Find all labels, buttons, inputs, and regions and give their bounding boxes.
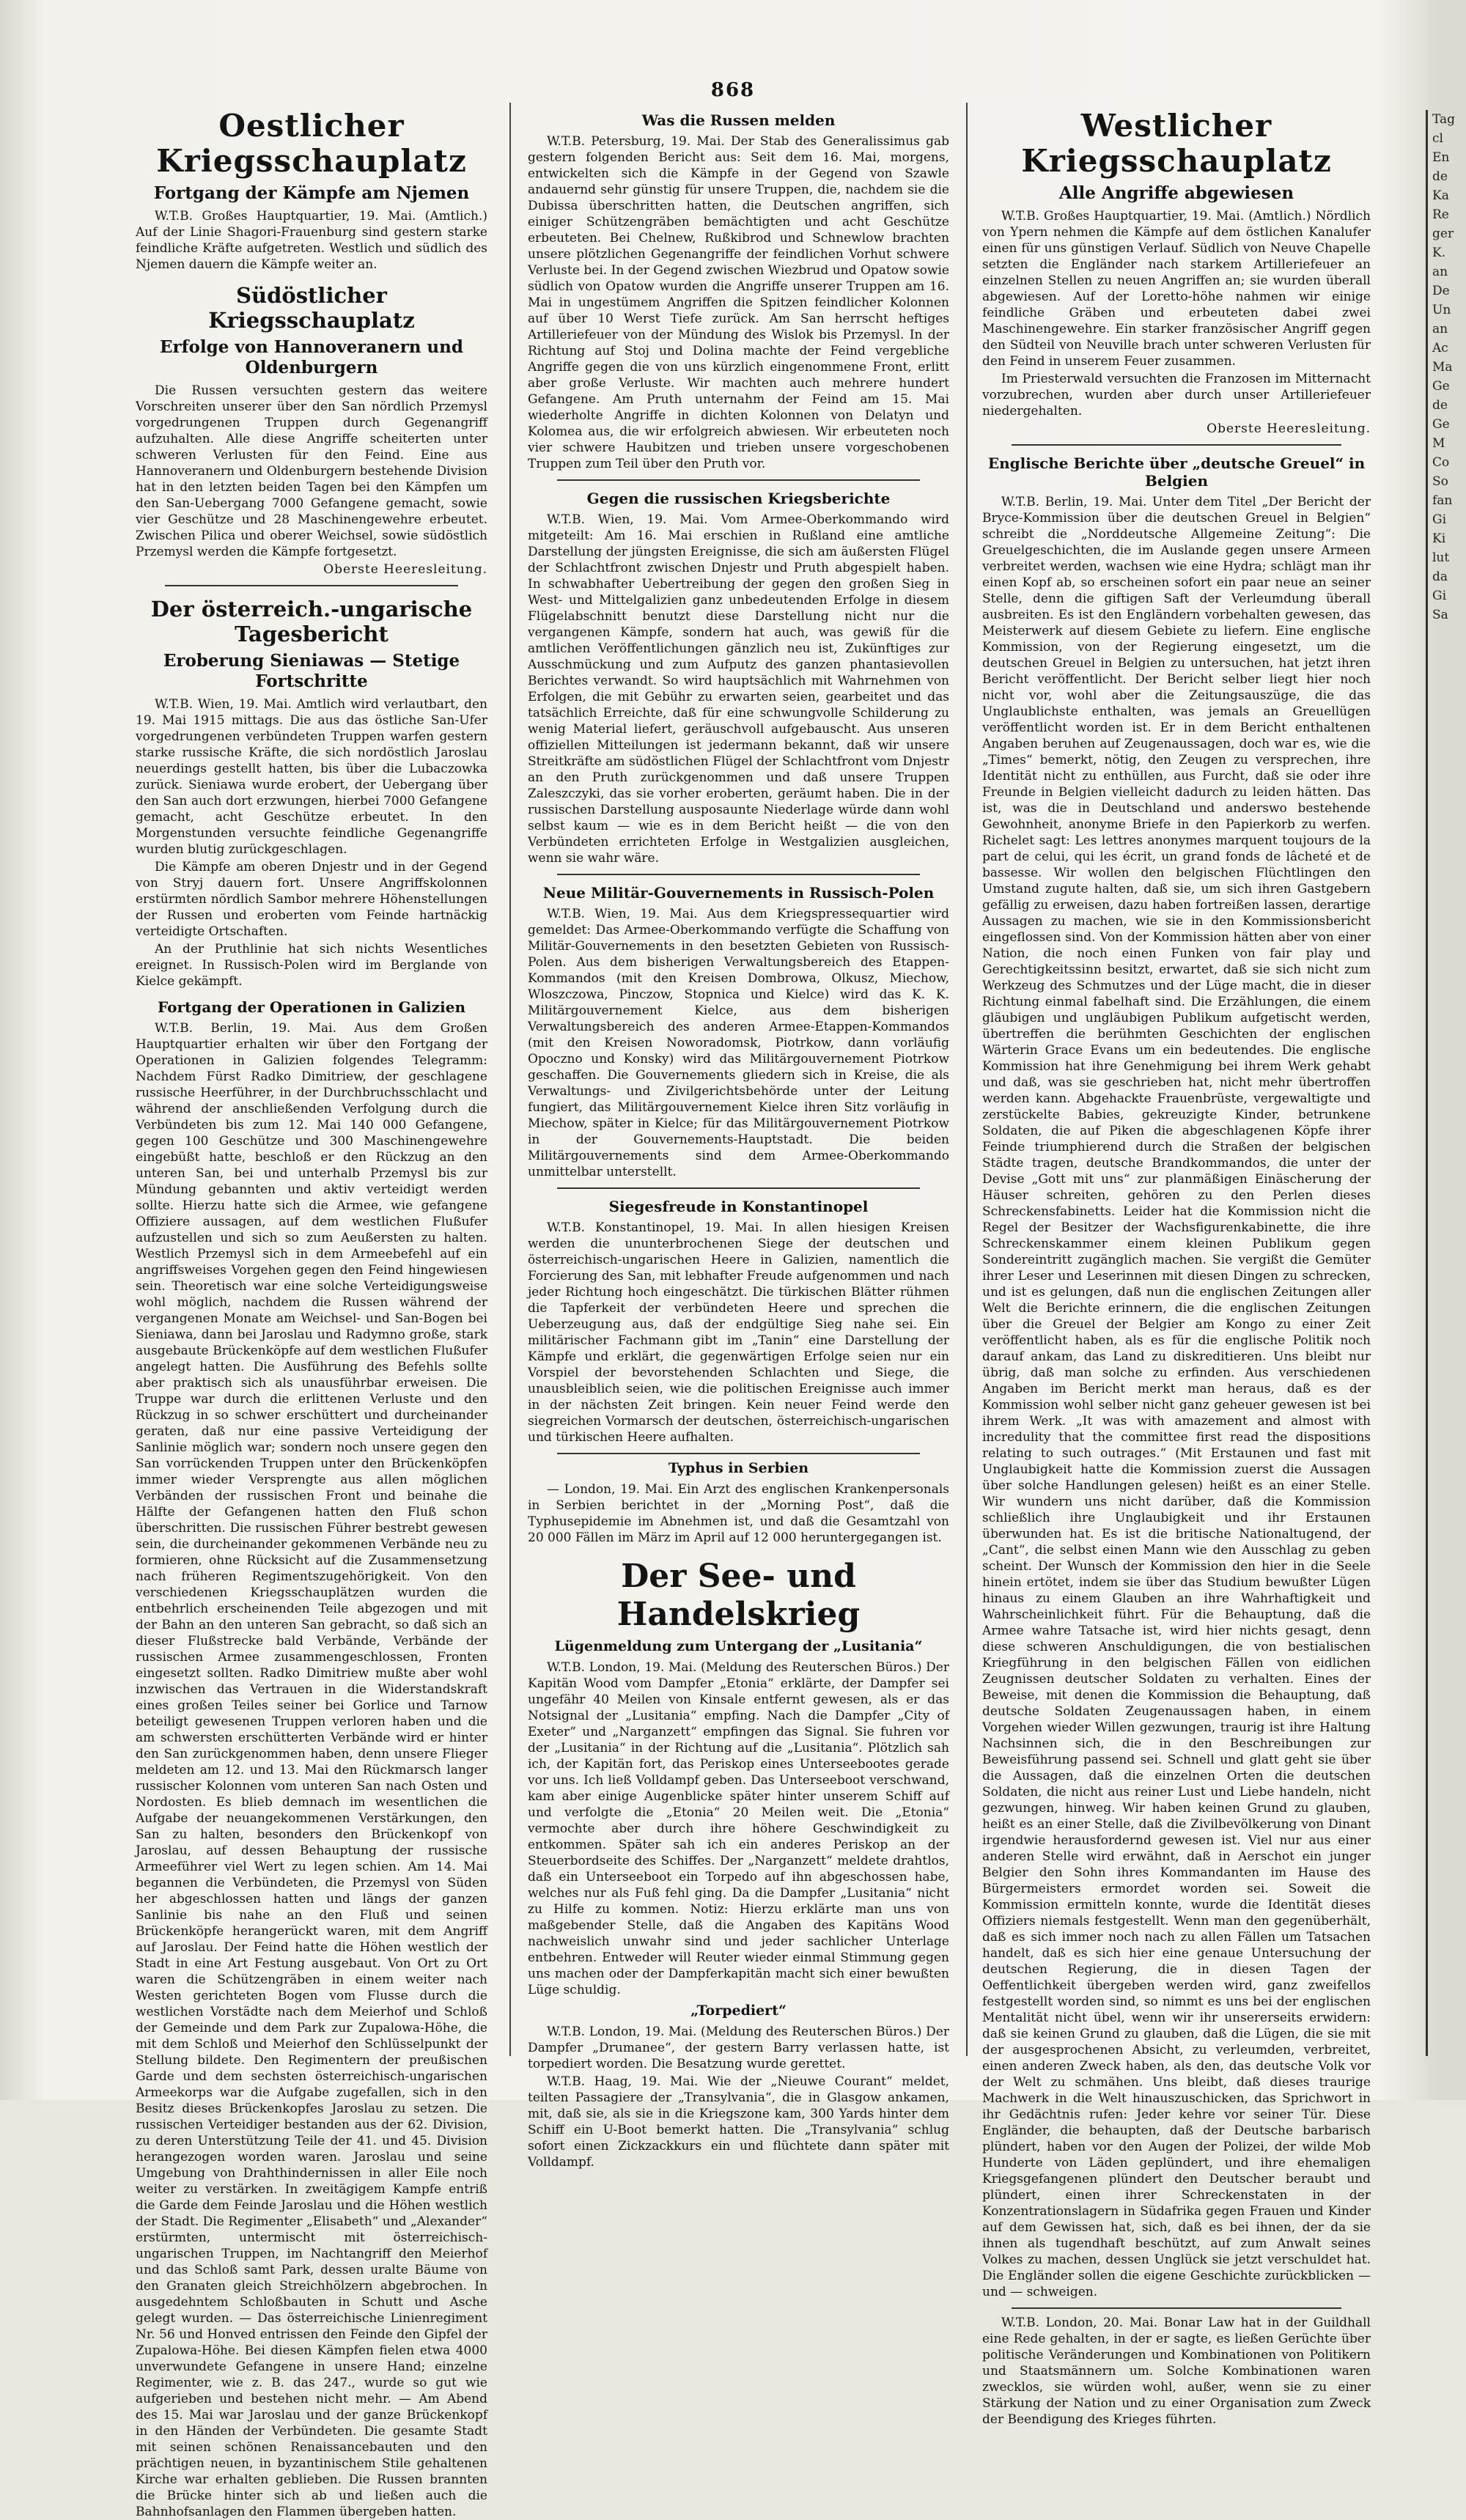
article-sieniawa: W.T.B. Wien, 19. Mai. Amtlich wird verlautbart, den 19. Mai 1915 mittags. Die aus das östliche San-Ufer vorgedrungenen verbündeten Truppen warfen gestern starke russische Kräfte, die sich nordöstlich Jaroslau neuerdings gestellt hatten, bis über die Lubaczowka zurück. Sieniawa wurde erobert, der Uebergang über den San auch dort erzwungen, hierbei 7000 Gefangene gemacht, acht Geschütze erbeutet. In den Morgenstunden versuchte feindliche Gegenangriffe wurden blutig zurückgeschlagen.: [136, 697, 487, 857]
article-petersburg: W.T.B. Petersburg, 19. Mai. Der Stab des Generalissimus gab gestern folgenden Bericht aus: Seit dem 16. Mai, morgens, entwickelten sich die Kämpfe in der Gegend von Szawle andauernd sehr günstig für unsere Truppen, die, nachdem sie die Dubissa überschritten hatten, die Deutschen angriffen, sich einiger Schützengräben bemächtigten und acht Geschütze erbeuteten. Bei Chelnew, Rußkibrod und Schnewlow brachten unsere plötzlichen Gegenangriffe der feindlichen Vorhut schwere Verluste bei. In der Gegend zwischen Wiezbrud und Opatow sowie südlich von Opatow wurden die Angriffe unserer Truppen am 16. Mai in ungestümem Angriffen die Spitzen feindlicher Kolonnen auf über 10 Werst Tiefe zurück. Am San herrscht heftiges Artilleriefeuer von der Mündung des Wislok bis Przemysl. In der Richtung auf Stoj und Dolina machte der Feind vergebliche Angriffe gegen die von uns kürzlich eingenommene Front, erlitt aber große Verluste. Wir machten auch mehrere hundert Gefangene. Am Pruth unternahm der Feind am 15. Mai wiederholte Angriffe in dichten Kolonnen von Delatyn und Kolomea aus, die wir erfolgreich abwiesen. Wir erbeuteten noch vier schwere Haubitzen und trieben unsere vorgeschobenen Truppen zum Teil über den Pruth vor.: [528, 134, 949, 471]
divider: [1012, 444, 1341, 446]
signature: Oberste Heeresleitung.: [323, 562, 487, 577]
headline-constantinople: Siegesfreude in Konstantinopel: [608, 1198, 869, 1215]
edge-fragment: Gi: [1432, 512, 1447, 527]
edge-fragment: de: [1432, 398, 1448, 413]
divider: [557, 479, 920, 481]
headline-galizien: Fortgang der Operationen in Galizien: [158, 998, 465, 1016]
headline-typhus: Typhus in Serbien: [668, 1460, 809, 1476]
column-right: [982, 103, 1371, 2427]
subhead-hannover: Erfolge von Hannoveranern und Oldenburgern: [160, 337, 463, 377]
headline-torpedoed: „Torpediert“: [690, 2003, 787, 2019]
edge-fragment: de: [1432, 169, 1448, 184]
subhead-lusitania: Lügenmeldung zum Untergang der „Lusitania“: [554, 1638, 923, 1654]
article-san: Die Russen versuchten gestern das weitere Vorschreiten unserer über den San nördlich Przemysl vorgedrungenen Truppen durch Gegenangriff aufzuhalten. Alle diese Angriffe scheiterten unter schweren Verlusten für den Feind. Eine aus Hannoveranern und Oldenburgern bestehende Division hat in den letzten beiden Tagen bei den Kämpfen um den San-Uebergang 7000 Gefangene gemacht, sowie vier Geschütze und 28 Maschinengewehre erbeutet. Zwischen Pilica und oberer Weichsel, sowie südöstlich Przemysl werden die Kämpfe fortgesetzt.: [136, 383, 487, 559]
article-dnjestr: Die Kämpfe am oberen Dnjestr und in der Gegend von Stryj dauern fort. Unsere Angriffskolonnen erstürmten nördlich Sambor mehrere Höhenstellungen der Russen und eroberten vom Feinde hartnäckig verteidigte Ortschaften.: [136, 860, 487, 939]
column-rule-left: [509, 103, 511, 2056]
headline-naval-war: Der See- und Handelskrieg: [616, 1558, 861, 1633]
divider: [557, 1453, 920, 1454]
edge-fragment: Ac: [1432, 341, 1448, 355]
subhead-sieniawa: Eroberung Sieniawas — Stetige Fortschritte: [163, 651, 460, 691]
edge-fragment: K.: [1432, 246, 1446, 260]
headline-austrian-report: Der österreich.-ungarische Tagesbericht: [150, 597, 473, 646]
edge-fragment: an: [1432, 265, 1448, 279]
headline-western-front: Westlicher Kriegsschauplatz: [1021, 108, 1332, 179]
subhead-njemen: Fortgang der Kämpfe am Njemen: [153, 183, 470, 203]
edge-fragment: Tag: [1432, 112, 1456, 127]
edge-fragment: an: [1432, 322, 1448, 336]
article-governments: W.T.B. Wien, 19. Mai. Aus dem Kriegspressequartier wird gemeldet: Das Armee-Oberkommando verfügte die Schaffung von Militär-Gouvernements in den besetzten Gebieten von Russisch-Polen. Aus dem bisherigen Verwaltungsbereich des Etappen-Kommandos (mit den Kreisen Dombrowa, Olkusz, Miechow, Wloszczowa, Pinczow, Stopnica und Kielce) wird das K. K. Militärgouvernement Kielce, aus dem bisherigen Verwaltungsbereich des anderen Armee-Etappen-Kommandos (mit den Kreisen Noworadomsk, Piotrkow, dann vorläufig Opoczno und Konsky) wird das Militärgouvernement Piotrkow geschaffen. Die Gouvernements gliedern sich in Kreise, die als Verwaltungs- und Zivilgerichtsbehörde unter der Leitung fungiert, das Militärgouvernement Kielce ihren Sitz vorläufig in Miechow, später in Kielce; für das Militärgouvernement Piotrkow in der Gouvernements-Hauptstadt. Die beiden Militärgouvernements sind dem Armee-Oberkommando unmittelbar unterstellt.: [528, 907, 949, 1179]
edge-fragment: Re: [1432, 207, 1449, 222]
adjacent-page-edge: [1426, 110, 1466, 2056]
edge-fragment: Ge: [1432, 417, 1450, 432]
article-lusitania: W.T.B. London, 19. Mai. (Meldung des Reuterschen Büros.) Der Kapitän Wood vom Dampfer „Etonia“ erklärte, der Dampfer sei ungefähr 40 Meilen von Kinsale entfernt gewesen, als er das Notsignal der „Lusitania“ empfing. Nach die Dampfer „City of Exeter“ und „Narganzett“ empfingen das Signal. Sie fuhren vor der „Lusitania“ in der Richtung auf die „Lusitania“. Plötzlich sah ich, der Kapitän fort, das Periskop eines Unterseebootes gerade vor uns. Ich ließ Volldampf geben. Das Unterseeboot verschwand, kam aber einige Augenblicke später hinter unserem Schiff auf und verfolgte die „Etonia“ 20 Meilen weit. Die „Etonia“ vermochte aber durch ihre höhere Geschwindigkeit zu entkommen. Später sah ich ein anderes Periskop an der Steuerbordseite des Schiffes. Der „Narganzett“ meldete drahtlos, daß ein Unterseeboot ein Torpedo auf ihn abgeschossen habe, welches nur als Fuß fehl ging. Da die Dampfer „Lusitania“ nicht zu Hilfe zu kommen. Notiz: Hierzu erklärte man uns von maßgebender Stelle, daß die Angaben des Kapitäns Wood nachweislich unwahr sind und jeder sachlicher Unterlage entbehren. Entweder will Reuter wieder einmal Stimmung gegen uns machen oder der Dampferkapitän macht sich einer bewußten Lüge schuldig.: [528, 1660, 949, 1997]
edge-fragment: So: [1432, 474, 1448, 489]
article-galizien: W.T.B. Berlin, 19. Mai. Aus dem Großen Hauptquartier erhalten wir über den Fortgang der Operationen in Galizien folgendes Telegramm: Nachdem Fürst Radko Dimitriew, der geschlagene russische Heerführer, in der Durchbruchsschlacht und während der anschließenden Verfolgung durch die Verbündeten bis zum 12. Mai 140 000 Gefangene, gegen 100 Geschütze und 300 Maschinengewehre eingebüßt hatte, beschloß er den Rückzug an den unteren San, bei und unterhalb Przemysl bis zur Mündung gebannten und aktiv verteidigt werden sollte. Hierzu hatte sich die Armee, wie gefangene Offiziere aussagen, auf dem westlichen Flußufer aufzustellen und sich so zum Aeußersten zu halten. Westlich Przemysl sich in dem Armeebefehl auf ein angriffsweises Vorgehen gegen den Feind hingewiesen sein. Theoretisch war eine solche Verteidigungsweise wohl möglich, nachdem die Russen während der vergangenen Monate am Weichsel- und San-Bogen bei Sieniawa, dann bei Jaroslau und Radymno große, stark ausgebaute Brückenköpfe auf dem westlichen Flußufer angelegt hatten. Die Ausführung des Befehls sollte aber praktisch sich als unausführbar erweisen. Die Truppe war durch die erlittenen Verluste und den Rückzug in so schwer erschüttert und durcheinander geraten, daß nur eine passive Verteidigung der Sanlinie möglich war; sondern noch unsere gegen den San vorrückenden Truppen unter den Brückenköpfen immer wieder Versprengte aus allen möglichen Verbänden der russischen Front und beinahe die Hälfte der Gefangenen hatten den Fluß schon überschritten. Die russischen Führer bestrebt gewesen sein, die durcheinander gekommenen Verbände neu zu formieren, ohne Rücksicht auf die Zusammensetzung nach früheren Regimentszugehörigkeit. Von den verschiedenen Kriegsschauplätzen wurden die entbehrlich erscheinenden Teile abgezogen und mit der Bahn an den unteren San gebracht, so daß sich an dieser Flußstrecke bald Verbände, Verbände der russischen Armee zusammengeschlossen, Fronten eingesetzt sollten. Radko Dimitriew mußte aber wohl inzwischen das Vertrauen in die Widerstandskraft eines großen Teiles seiner bei Gorlice und Tarnow beteiligt gewesenen Truppen verloren haben und die am schwersten erschütterten Verbände wird er hinter den San zurückgenommen haben, denn unsere Flieger meldeten am 12. und 13. Mai den Rückmarsch langer russischer Kolonnen vom unteren San nach Osten und Nordosten. Es blieb demnach im wesentlichen die Aufgabe der neuangekommenen Verstärkungen, den San zu halten, besonders den Brückenkopf von Jaroslau, auf dessen Behauptung der russische Armeeführer viel Wert zu legen schien. Am 14. Mai begannen die Verbündeten, die Przemysl von Süden her abgeschlossen hatten und längs der ganzen Sanlinie bis nahe an den Fluß und seinen Brückenköpfe herangerückt waren, mit dem Angriff auf Jaroslau. Der Feind hatte die Höhen westlich der Stadt in eine Art Festung ausgebaut. Von Ort zu Ort waren die Schützengräben in einem weiter nach Westen gerichteten Bogen vom Flusse durch die westlichen Vorstädte nach dem Meierhof und Schloß der Gemeinde und dem Park zur Zupalowa-Höhe, die mit dem Schloß und Meierhof den Schlüsselpunkt der Stellung bildete. Den Regimentern der preußischen Garde und dem sechsten österreichisch-ungarischen Armeekorps war die Aufgabe zugefallen, sich in den Besitz dieses Brückenkopfes Jaroslau zu setzen. Die russischen Verteidiger bestanden aus der 62. Division, zu deren Unterstützung Teile der 41. und 45. Division herangezogen worden waren. Jaroslau und seine Umgebung von Drahthindernissen in aller Eile noch weiter zu verstärken. In zweitägigem Kampfe entriß die Garde dem Feinde Jaroslau und die Höhen westlich der Stadt. Die Regimenter „Elisabeth“ und „Alexander“ erstürmten, untermischt mit österreichisch-ungarischen Truppen, im Nachtangriff den Meierhof und das Schloß samt Park, dessen uralte Bäume von den Granaten gleich Streichhölzern abgebrochen. In ausgedehntem Schloßbauten in Schutt und Asche gelegt wurden. — Das österreichische Linienregiment Nr. 56 und Honved entrissen den Feinde den Gipfel der Zupalowa-Höhe. Bei diesen Kämpfen fielen etwa 4000 unverwundete Gefangene in unsere Hand; einzelne Regimenter, wie z. B. das 247., wurde so gut wie aufgerieben und bestehen nicht mehr. — Am Abend des 15. Mai war Jaroslau und der ganze Brückenkopf in den Händen der Verbündeten. Die gesamte Stadt mit seinen schönen Renaissancebauten und den prächtigen neuen, in byzantinischem Stile gehaltenen Kirche war erhalten geblieben. Die Russen brannten die Brücke hinter sich ab und ließen auch die Bahnhofsanlagen den Flammen übergeben hatten.: [136, 1021, 487, 2519]
edge-fragment: M: [1432, 436, 1445, 451]
article-transylvania: W.T.B. Haag, 19. Mai. Wie der „Nieuwe Courant“ meldet, teilten Passagiere der „Transylvania“, die in Glasgow ankamen, mit, daß sie, als sie in die Kriegszone kam, 300 Yards hinter dem Schiff ein U-Boot bemerkt hatten. Die „Transylvania“ schlug sofort einen Zickzackkurs ein und flüchtete dann später mit Volldampf.: [528, 2074, 949, 2170]
column-middle: [528, 103, 949, 2170]
headline-russian-reports: Was die Russen melden: [641, 111, 836, 129]
divider: [557, 1187, 920, 1189]
headline-eastern-front: Oestlicher Kriegsschauplatz: [156, 108, 467, 179]
edge-fragment: De: [1432, 284, 1450, 298]
article-bryce-commission: W.T.B. Berlin, 19. Mai. Unter dem Titel „Der Bericht der Bryce-Kommission über die deutschen Greuel in Belgien“ schreibt die „Norddeutsche Allgemeine Zeitung“: Die Greuelgeschichten, die im Auslande gegen unsere Armeen verbreitet werden, wachsen wie eine Hydra; schlägt man ihr einen Kopf ab, so erscheinen sofort ein paar neue an seiner Stelle, denn die giftigen Saft der Verleumdung überall ausbreiten. Es ist den Engländern vorbehalten gewesen, das Meisterwerk auf diesem Gebiete zu liefern. Eine englische Kommission, von der Regierung eingesetzt, um die deutschen Greuel in Belgien zu untersuchen, hat jetzt ihren Bericht veröffentlicht. Der Bericht selber liegt hier noch nicht vor, wohl aber die Zeitungsauszüge, die das Unglaublichste enthalten, was jemals an Greuellügen veröffentlicht worden ist. Er in dem Bericht enthaltenen Angaben beruhen auf Zeugenaussagen, doch war es, wie die „Times“ bemerkt, nötig, den Zeugen zu versprechen, ihre Identität nicht zu enthüllen, aus Furcht, daß sie oder ihre Freunde in Belgien vielleicht dadurch zu leiden hätten. Das ist, was die in Deutschland und anderswo bestehende Gewohnheit, anonyme Briefe in den Papierkorb zu werfen. Richelet sagt: Les lettres anonymes marquent toujours de la part de celui, qui les écrit, un grand fonds de lâcheté et de bassesse. Wir wollen den belgischen Flüchtlingen den Umstand zugute halten, daß sie, um sich ihren Gastgebern gefällig zu erweisen, dazu haben fortreißen lassen, derartige Aussagen zu machen, wie sie in den Kommissionsbericht eingeflossen sind. Von der Kommission hätten aber von einer Nation, die noch einen Funken von fair play und Gerechtigkeitssinn besitzt, erwartet, daß sie sich nicht zum Werkzeug des Schmutzes und der Lüge macht, die in dieser Richtung einmal fabelhaft sind. Die Erzählungen, die einem gläubigen und ungläubigen Publikum aufgetischt werden, übertreffen die berühmten Geschichten der englischen Wärterin Grace Evans um ein bedeutendes. Die englische Kommission hat ihre Genehmigung bei ihrem Werk gehabt und daß, was sie geschrieben hat, nicht mehr übertroffen werden kann. Abgehackte Frauenbrüste, vergewaltigte und zerstückelte Babies, gekreuzigte Kinder, betrunkene Soldaten, die auf Piken die abgeschlagenen Köpfe ihrer Feinde triumphierend durch die Straßen der belgischen Städte tragen, deutsche Brandkommandos, die unter der Devise „Gott mit uns“ zur planmäßigen Einäscherung der Häuser schreiten, gehören zu den Perlen dieses Schreckensfabinetts. Leider hat die Kommission nicht die Regel der Besitzer der Wachsfigurenkabinette, die ihre Schreckenskammer einem kleinen Publikum gegen Sondereintritt zugänglich machen. Sie vergißt die Gemüter ihrer Leser und Leserinnen mit diesen Dingen zu schrecken, und ist es gelungen, daß nun die englischen Zeitungen aller Welt die Berichte erinnern, die die englischen Zeitungen über die Greuel der Belgier am Kongo zu einer Zeit veröffentlicht haben, als es für die englische Politik noch darauf ankam, das Land zu diskreditieren. Uns bleibt nur übrig, daß man solche zu erfinden. Aus verschiedenen Angaben im Bericht merkt man heraus, daß es der Kommission wohl selber nicht ganz geheuer gewesen ist bei ihrem Werk. „It was with amazement and almost with incredulity that the committee first read the dispositions relating to such outrages.“ (Mit Erstaunen und fast mit Unglaubigkeit hatte die Kommission zuerst die Aussagen über solche Handlungen gelesen) heißt es an einer Stelle. Wir wundern uns nicht darüber, daß die Kommission schließlich ihre Unglaubigkeit und ihr Erstaunen überwunden hat. Es ist die britische Nationaltugend, der „Cant“, die selbst einen Mann wie den Ausschlag zu geben scheint. Der Wunsch der Kommission den hier in die Seele hinein ertötet, indem sie über das Studium bewußter Lügen hinaus zu einem Glauben an ihre Wahrhaftigkeit und Wahrscheinlichkeit führt. Für die Behauptung, daß die Armee wahre Tatsache ist, wird hier nichts gesagt, denn diese schweren Anschuldigungen, die von bestialischen Kriegführung in den belgischen Fällen von eidlichen Zeugnissen deutscher Soldaten zu verhalten. Eines der Beweise, mit denen die Kommission die Behauptung, daß deutsche Soldaten Zeugenaussagen haben, in einem Vorgehen wieder Willen gezwungen, traurig ist ihre Haltung Nachsinnen sich, die in den Beschreibungen zur Beweisführung passend sei. Schnell und glatt geht sie über die Aussagen, daß die einzelnen Orten die deutschen Soldaten, die nicht aus reiner Lust und Liebe handeln, nicht gezwungen, hinweg. Wir haben keinen Grund zu glauben, heißt es an einer Stelle, daß die Zivilbevölkerung von Dinant irgendwie herausfordernd gewesen ist. Viel nur aus einer anderen Stelle wird erwähnt, daß in Aerschot ein junger Belgier den Sohn ihres Kommandanten im Hause des Bürgermeisters ermordet worden sei. Soweit die Kommission ermitteln konnte, wurde die Identität dieses Offiziers niemals festgestellt. Wenn man den gegenüberhält, daß es sich immer noch nach zu allen Fällen um Tatsachen handelt, daß es sich hier eine genaue Untersuchung der deutschen Regierung, die in diesen Tagen der Oeffentlichkeit übergeben werden wird, ganz zweifellos festgestellt worden sind, so nimmt es uns bei der englischen Mentalität nicht übel, wenn wir ihr unsererseits erwidern: daß sie keinen Grund zu glauben, daß die Lügen, die sie mit der ausgesprochenen Absicht, zu verleumden, verbreitet, einen anderen Zweck haben, als den, das deutsche Volk vor der Welt zu schmähen. Uns bleibt, daß dieses traurige Machwerk in die Welt hinauszuschicken, das Sprichwort in ihr Gedächtnis rufen: Jeder kehre vor seiner Tür. Diese Engländer, die behaupten, daß der Deutsche barbarisch plündert, haben vor den Augen der Polizei, der wilde Mob Hunderte von Läden geplündert, und ihre ehemaligen Kriegsgefangenen plündert den Deutscher beraubt und plündert, einen ihrer Schreckenstaten in der Konzentrationslagern in Südafrika gegen Frauen und Kinder auf dem Gewissen hat, sich, daß es bei ihnen, der da sie ihnen als tugendhaft beschützt, auf zum Anwalt seines Volkes zu machen, dessen Unglück sie jetzt verschuldet hat. Die Engländer sollen die eigene Geschichte zurückblicken — und — schweigen.: [982, 495, 1371, 2299]
article-ypern: W.T.B. Großes Hauptquartier, 19. Mai. (Amtlich.) Nördlich von Ypern nehmen die Kämpfe auf dem östlichen Kanalufer einen für uns günstigen Verlauf. Südlich von Neuve Chapelle setzten die Engländer nach starkem Artilleriefeuer an einzelnen Stellen zu neuen Angriffen an; sie wurden überall abgewiesen. Auf der Loretto-höhe nahmen wir einige feindliche Gräben und erbeuteten dabei zwei Maschinengewehre. Ein starker französischer Angriff gegen den Südteil von Neuville brach unter schweren Verlusten für den Feind in unserem Feuer zusammen.: [982, 209, 1371, 369]
edge-fragment: Un: [1432, 303, 1451, 317]
article-priesterwald: Im Priesterwald versuchten die Franzosen im Mitternacht vorzubrechen, wurden aber durch unser Artilleriefeuer niedergehalten.: [982, 372, 1371, 419]
edge-fragment: En: [1432, 150, 1450, 165]
edge-fragment: Ki: [1432, 531, 1446, 546]
edge-fragment: Sa: [1432, 608, 1448, 622]
column-left: [136, 103, 487, 2519]
edge-fragment: cl: [1432, 131, 1443, 146]
edge-fragment: Ge: [1432, 379, 1450, 394]
signature: Oberste Heeresleitung.: [1207, 421, 1371, 436]
headline-military-governments: Neue Militär-Gouvernements in Russisch-Polen: [542, 884, 935, 902]
edge-fragment: lut: [1432, 550, 1450, 565]
edge-fragment: fan: [1432, 493, 1453, 508]
article-constantinople: W.T.B. Konstantinopel, 19. Mai. In allen hiesigen Kreisen werden die ununterbrochenen Siege der deutschen und österreichisch-ungarischen Heere in Galizien, namentlich die Forcierung des San, mit lebhafter Freude aufgenommen und nach jeder Richtung hoch eingeschätzt. Die türkischen Blätter rühmen die Tapferkeit der verbündeten Heere und sprechen die Ueberzeugung aus, daß der endgültige Sieg nahe sei. Ein militärischer Fachmann gibt im „Tanin“ eine Darstellung der Kämpfe und erklärt, die gegenwärtigen Erfolge seien nur ein Vorspiel der bevorstehenden Schlachten und Siege, die unausbleiblich seien, wie die politischen Ereignisse auch immer in der nächsten Zeit bringen. Kein neuer Feind werde den siegreichen Vormarsch der deutschen, österreichisch-ungarischen und türkischen Heere aufhalten.: [528, 1220, 949, 1445]
page-number: 868: [710, 79, 756, 101]
divider: [1012, 2307, 1341, 2309]
headline-southeastern-front: Südöstlicher Kriegsschauplatz: [208, 283, 415, 333]
divider: [165, 585, 458, 586]
edge-fragment: Ka: [1432, 188, 1449, 203]
headline-english-reports: Englische Berichte über „deutsche Greuel“ in Belgien: [987, 454, 1366, 490]
headline-against-russian-reports: Gegen die russischen Kriegsberichte: [586, 490, 891, 507]
article-bonar-law: W.T.B. London, 20. Mai. Bonar Law hat in der Guildhall eine Rede gehalten, in der er sagte, es ließen Gerüchte über politische Veränderungen und Kombinationen von Politikern und Staatsmännern um. Solche Kombinationen waren zwecklos, sie würden wohl, außer, wenn sie zu einer Stärkung der Nation und zu einer Organisation zum Zweck der Beendigung des Krieges führten.: [982, 2315, 1371, 2427]
article-pruth: An der Pruthlinie hat sich nichts Wesentliches ereignet. In Russisch-Polen wird im Berglande von Kielce gekämpft.: [136, 942, 487, 989]
edge-fragment: ger: [1432, 226, 1454, 241]
edge-fragment: Co: [1432, 455, 1450, 470]
article-typhus: — London, 19. Mai. Ein Arzt des englischen Krankenpersonals in Serbien berichtet in der „Morning Post“, daß die Typhusepidemie im Abnehmen ist, und daß die Gesamtzahl von 20 000 Fällen im März im April auf 12 000 heruntergegangen ist.: [528, 1482, 949, 1545]
column-rule-right: [966, 103, 968, 2056]
divider: [557, 874, 920, 875]
edge-fragment: Gi: [1432, 589, 1447, 603]
article-drumanee: W.T.B. London, 19. Mai. (Meldung des Reuterschen Büros.) Der Dampfer „Drumanee“, der gestern Barry verlassen hatte, ist torpediert worden. Die Besatzung wurde gerettet.: [528, 2025, 949, 2071]
edge-fragment: Ma: [1432, 360, 1453, 375]
article-njemen: W.T.B. Großes Hauptquartier, 19. Mai. (Amtlich.) Auf der Linie Shagori-Frauenburg sind gestern starke feindliche Kräfte aufgetreten. Westlich und südlich des Njemen dauern die Kämpfe weiter an.: [136, 209, 487, 272]
edge-fragment: da: [1432, 570, 1448, 584]
article-vienna: W.T.B. Wien, 19. Mai. Vom Armee-Oberkommando wird mitgeteilt: Am 16. Mai erschien in Rußland eine amtliche Darstellung der jüngsten Ereignisse, die sich am äußersten Flügel der Schlachtfront zwischen Dnjestr und Pruth abgespielt haben. In schwabhafter Uebertreibung der gegen den großen Sieg in West- und Mittelgalizien ganz unbedeutenden Erfolge in diesem Flügelabschnitt benutzt diese Darstellung nicht nur die vergangenen Kämpfe, sondern hat auch, was gewiß für die amtlichen Veröffentlichungen gänzlich neu ist, Zukünftiges zur Ausschmückung und zum Aufputz des ganzen phantasievollen Berichtes verwandt. So wird hauptsächlich mit Wahrnehmen von Erfolgen, die mit Gebühr zu erwarten seien, gearbeitet und das tatsächlich Erreichte, daß für eine schwungvolle Schilderung zu wenig Material liefert, geräuschvoll aufgebauscht. Aus unseren offiziellen Mitteilungen ist jedermann bekannt, daß wir unsere Streitkräfte am südöstlichen Flügel der Schlachtfront vom Dnjestr an den Pruth zurückgenommen und daß unsere Truppen Zaleszczyki, das sie vorher eroberten, geräumt haben. Die in der russischen Darstellung ausposaunte Niederlage würde dann wohl selbst kaum — wie es in dem Bericht heißt — die von den Verbündeten errichteten Erfolge in Westgalizien ausgleichen, wenn sie wahr wäre.: [528, 512, 949, 866]
subhead-attacks-repelled: Alle Angriffe abgewiesen: [1058, 183, 1294, 203]
